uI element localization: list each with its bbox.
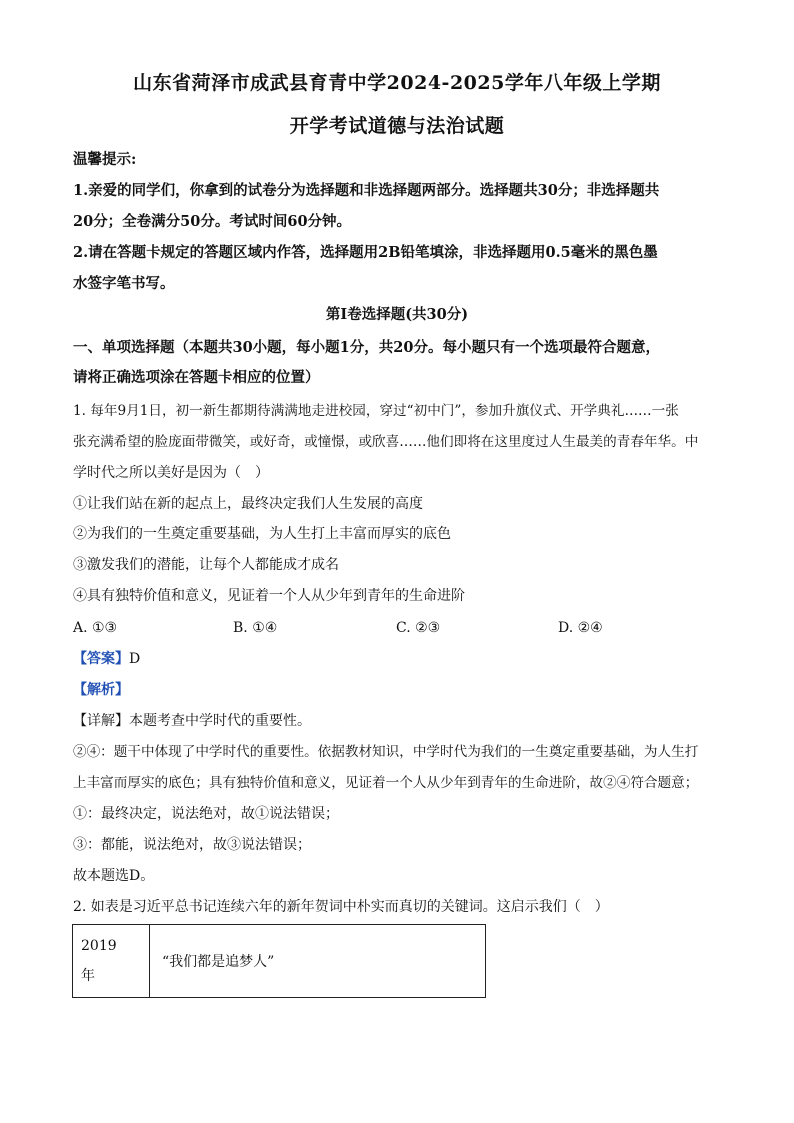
q1-option-d: D. ②④ [558, 620, 603, 636]
year-number: 2019 [81, 938, 117, 954]
exam-title-line1: 山东省菏泽市成武县育青中学2024-2025学年八年级上学期 [133, 72, 661, 94]
q2-stem: 2. 如表是习近平总书记连续六年的新年贺词中朴实而真切的关键词。这启示我们（ ） [73, 899, 609, 915]
section-instruction-line2: 请将正确选项涂在答题卡相应的位置） [73, 369, 320, 386]
q1-option-a: A. ①③ [73, 620, 118, 636]
table-cell-keyword: “我们都是追梦人” [150, 925, 486, 998]
keyword-table [72, 924, 486, 998]
section-instruction-line1: 一、单项选择题（本题共30小题，每小题1分，共20分。每小题只有一个选项最符合题意， [73, 339, 660, 356]
answer-value: D [129, 651, 141, 667]
q1-option-c: C. ②③ [396, 620, 441, 636]
exam-title-line2: 开学考试道德与法治试题 [289, 115, 505, 137]
q1-explanation-line2: 上丰富而厚实的底色；具有独特价值和意义，见证着一个人从少年到青年的生命进阶，故②④符合题意； [73, 775, 699, 791]
q1-item-2: ②为我们的一生奠定重要基础，为人生打上丰富而厚实的底色 [73, 526, 451, 542]
section-title: 第Ⅰ卷选择题(共30分) [325, 306, 469, 323]
q1-conclusion: 故本题选D。 [73, 868, 155, 884]
notice-p1-line2: 20分；全卷满分50分。考试时间60分钟。 [73, 213, 352, 230]
q1-stem-line3: 学时代之所以美好是因为（ ） [73, 465, 269, 481]
notice-p2-line1: 2.请在答题卡规定的答题区域内作答，选择题用2B铅笔填涂，非选择题用0.5毫米的黑色墨 [73, 244, 658, 261]
q1-explanation-line1: ②④：题干中体现了中学时代的重要性。依据教材知识，中学时代为我们的一生奠定重要基础，为人生打 [73, 744, 699, 760]
notice-p2-line2: 水签字笔书写。 [73, 275, 175, 292]
q1-item-4: ④具有独特价值和意义，见证着一个人从少年到青年的生命进阶 [73, 588, 465, 604]
q1-option-b: B. ①④ [233, 620, 278, 636]
table-cell-year [73, 925, 150, 998]
q1-explanation-3: ③：都能，说法绝对，故③说法错误； [73, 837, 311, 853]
analysis-tag: 【解析】 [73, 682, 129, 698]
q1-stem-line1: 1. 每年9月1日，初一新生都期待满满地走进校园，穿过“初中门”，参加升旗仪式、开学典礼……一张 [73, 403, 679, 419]
q1-item-1: ①让我们站在新的起点上，最终决定我们人生发展的高度 [73, 496, 423, 512]
notice-p1-line1: 1.亲爱的同学们，你拿到的试卷分为选择题和非选择题两部分。选择题共30分；非选择题共 [73, 182, 660, 199]
table-row [73, 925, 486, 998]
q1-analysis [73, 680, 733, 700]
answer-tag: 【答案】 [73, 651, 129, 667]
detail-text: 本题考查中学时代的重要性。 [129, 713, 311, 729]
q1-stem-line2: 张充满希望的脸庞面带微笑，或好奇，或憧憬，或欣喜……他们即将在这里度过人生最美的青春年华。中 [73, 434, 699, 450]
q1-detail [73, 711, 733, 731]
q1-item-3: ③激发我们的潜能，让每个人都能成才成名 [73, 557, 339, 573]
year-suffix: 年 [81, 968, 95, 984]
q1-explanation-2: ①：最终决定，说法绝对，故①说法错误； [73, 806, 339, 822]
notice-heading: 温馨提示: [73, 151, 137, 168]
q1-answer [73, 649, 733, 669]
detail-tag: 【详解】 [73, 713, 129, 729]
